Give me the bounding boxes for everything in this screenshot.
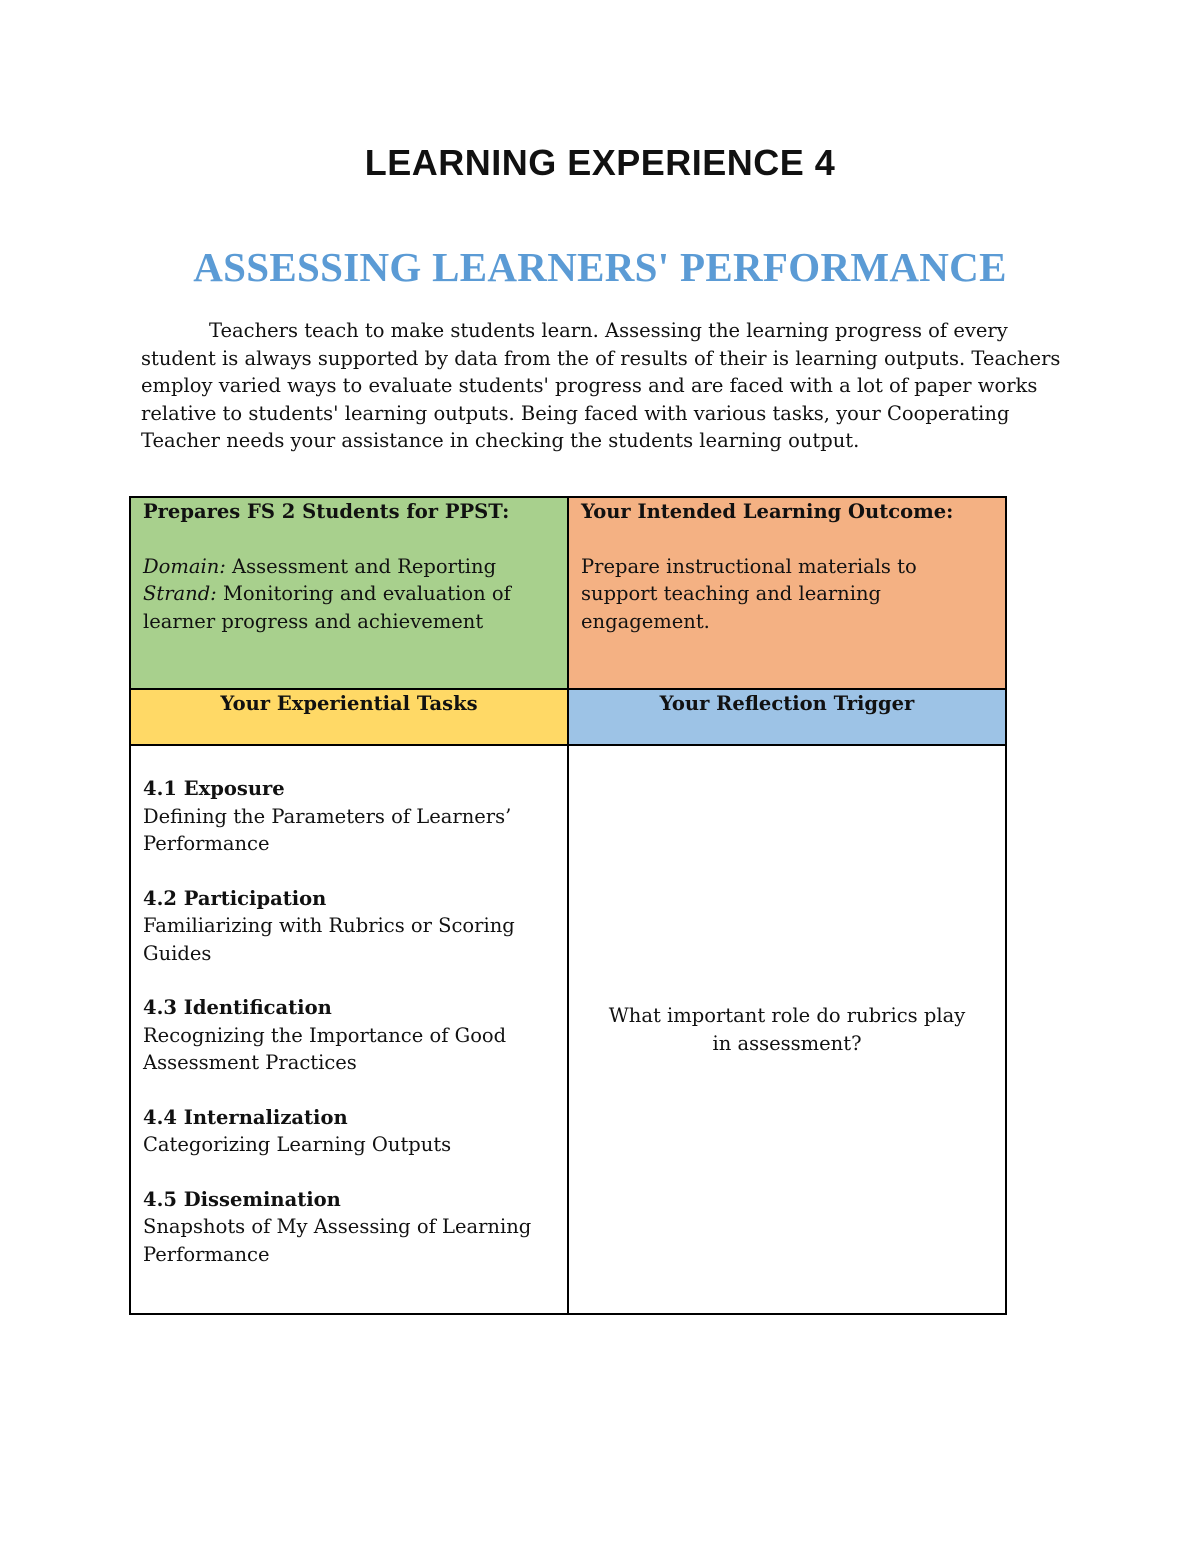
outcome-text: Prepare instructional materials to support teaching and learning engagement. <box>581 554 917 633</box>
task-title: 4.5 Dissemination <box>143 1187 341 1211</box>
ppst-cell <box>130 497 568 689</box>
tasks-cell <box>130 745 568 1314</box>
table-row <box>130 689 1006 745</box>
outcome-cell <box>568 497 1006 689</box>
task-item <box>143 1104 555 1159</box>
table-row <box>130 497 1006 689</box>
task-title: 4.2 Participation <box>143 886 327 910</box>
tasks-header: Your Experiential Tasks <box>130 689 568 745</box>
ppst-domain <box>143 553 555 581</box>
task-item <box>143 775 555 858</box>
task-description: Defining the Parameters of Learners’ Performance <box>143 804 512 855</box>
task-description: Recognizing the Importance of Good Assessment Practices <box>143 1023 507 1074</box>
task-title: 4.3 Identification <box>143 996 332 1019</box>
domain-value: Assessment and Reporting <box>225 554 497 578</box>
domain-label: Domain: <box>143 554 226 578</box>
reflection-question: What important role do rubrics play in assessment? <box>608 1004 966 1055</box>
intro-paragraph: Teachers teach to make students learn. Assessing the learning progress of every student is always supported by data from the of results of their is learning outputs. Teachers employ varied ways to evaluate students' progress and are faced with a lot of paper works relative to students' learning outputs. Being faced with various tasks, your Cooperating Teacher needs your assistance in checking the students learning output. <box>141 319 1061 452</box>
task-description: Familiarizing with Rubrics or Scoring Guides <box>143 914 515 965</box>
document-title: LEARNING EXPERIENCE 4 <box>364 142 836 183</box>
task-item <box>143 994 555 1077</box>
document-subtitle: ASSESSING LEARNERS' PERFORMANCE <box>193 244 1007 290</box>
task-item <box>143 1186 555 1269</box>
task-title: 4.1 Exposure <box>143 777 285 800</box>
ppst-strand <box>143 580 555 635</box>
table-row <box>130 745 1006 1314</box>
strand-value: Monitoring and evaluation of learner progress and achievement <box>143 582 511 633</box>
ppst-heading: Prepares FS 2 Students for PPST: <box>143 500 510 523</box>
reflection-header: Your Reflection Trigger <box>568 689 1006 745</box>
strand-label: Strand: <box>143 582 217 605</box>
reflection-cell <box>568 745 1006 1314</box>
outcome-heading: Your Intended Learning Outcome: <box>581 500 954 523</box>
task-description: Snapshots of My Assessing of Learning Performance <box>143 1215 532 1266</box>
learning-experience-table <box>129 496 1007 1315</box>
task-title: 4.4 Internalization <box>143 1105 348 1129</box>
task-description: Categorizing Learning Outputs <box>143 1133 452 1156</box>
task-item <box>143 885 555 968</box>
